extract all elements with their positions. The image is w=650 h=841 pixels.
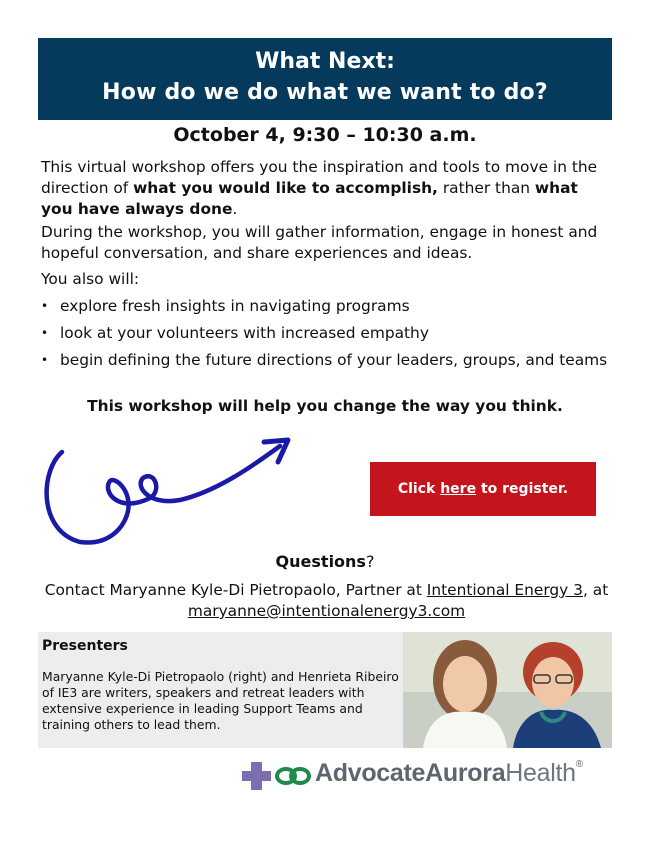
contact-middle: , at: [582, 581, 609, 599]
advocate-aurora-logo: [241, 759, 611, 793]
presenters-photo: [403, 632, 612, 748]
questions-label: Questions: [275, 552, 366, 571]
register-button[interactable]: [370, 462, 596, 516]
presenters-title: Presenters: [42, 638, 128, 654]
bullet-icon: •: [41, 353, 49, 367]
tagline: This workshop will help you change the way you think.: [87, 397, 563, 415]
brand-wordmark: [315, 759, 583, 788]
list-item: [41, 296, 611, 317]
brand-name: AdvocateAurora: [315, 759, 506, 787]
company-link[interactable]: Intentional Energy 3: [426, 581, 583, 599]
brand-health: Health: [505, 759, 576, 787]
bullet-icon: •: [41, 326, 49, 340]
contact-prefix: Contact Maryanne Kyle-Di Pietropaolo, Partner at: [44, 581, 427, 599]
register-prefix: Click: [397, 481, 441, 497]
list-item-text: look at your volunteers with increased empathy: [60, 324, 429, 342]
intro-text-3: .: [232, 200, 238, 218]
bullet-icon: •: [41, 299, 49, 313]
banner-title-line1: What Next:: [255, 49, 395, 74]
title-banner: [38, 38, 612, 120]
workshop-description: During the workshop, you will gather information, engage in honest and hopeful conversation, and share experiences and ideas.: [41, 223, 598, 262]
email-link[interactable]: maryanne@intentionalenergy3.com: [187, 602, 466, 620]
list-item: [41, 350, 611, 371]
also-will-label: You also will:: [41, 270, 140, 288]
contact-info: [44, 580, 609, 622]
trademark-mark: ®: [575, 759, 583, 770]
intro-text-2: rather than: [437, 179, 535, 197]
questions-suffix: ?: [365, 552, 375, 571]
register-link[interactable]: here: [440, 481, 477, 497]
banner-title-line2: How do we do what we want to do?: [102, 80, 548, 105]
register-suffix: to register.: [476, 481, 569, 497]
presenters-bio: Maryanne Kyle-Di Pietropaolo (right) and Henrieta Ribeiro of IE3 are writers, speakers and retreat leaders with extensive experience in leading Support Teams and training others to lead them.: [42, 669, 399, 732]
questions-heading: [0, 552, 650, 571]
list-item-text: begin defining the future directions of your leaders, groups, and teams: [60, 351, 608, 369]
event-date: October 4, 9:30 – 10:30 a.m.: [173, 124, 477, 146]
heart-swirl-arrow-icon: [40, 436, 300, 546]
cross-and-link-icon: [241, 759, 311, 793]
intro-paragraph: [41, 157, 611, 220]
list-item: [41, 323, 611, 344]
intro-bold-2: what you have always done: [41, 179, 578, 218]
benefits-list: [41, 296, 611, 377]
intro-bold-1: what you would like to accomplish,: [133, 179, 438, 197]
list-item-text: explore fresh insights in navigating programs: [60, 297, 410, 315]
intro-text-1: This virtual workshop offers you the inspiration and tools to move in the direction of: [41, 158, 598, 197]
